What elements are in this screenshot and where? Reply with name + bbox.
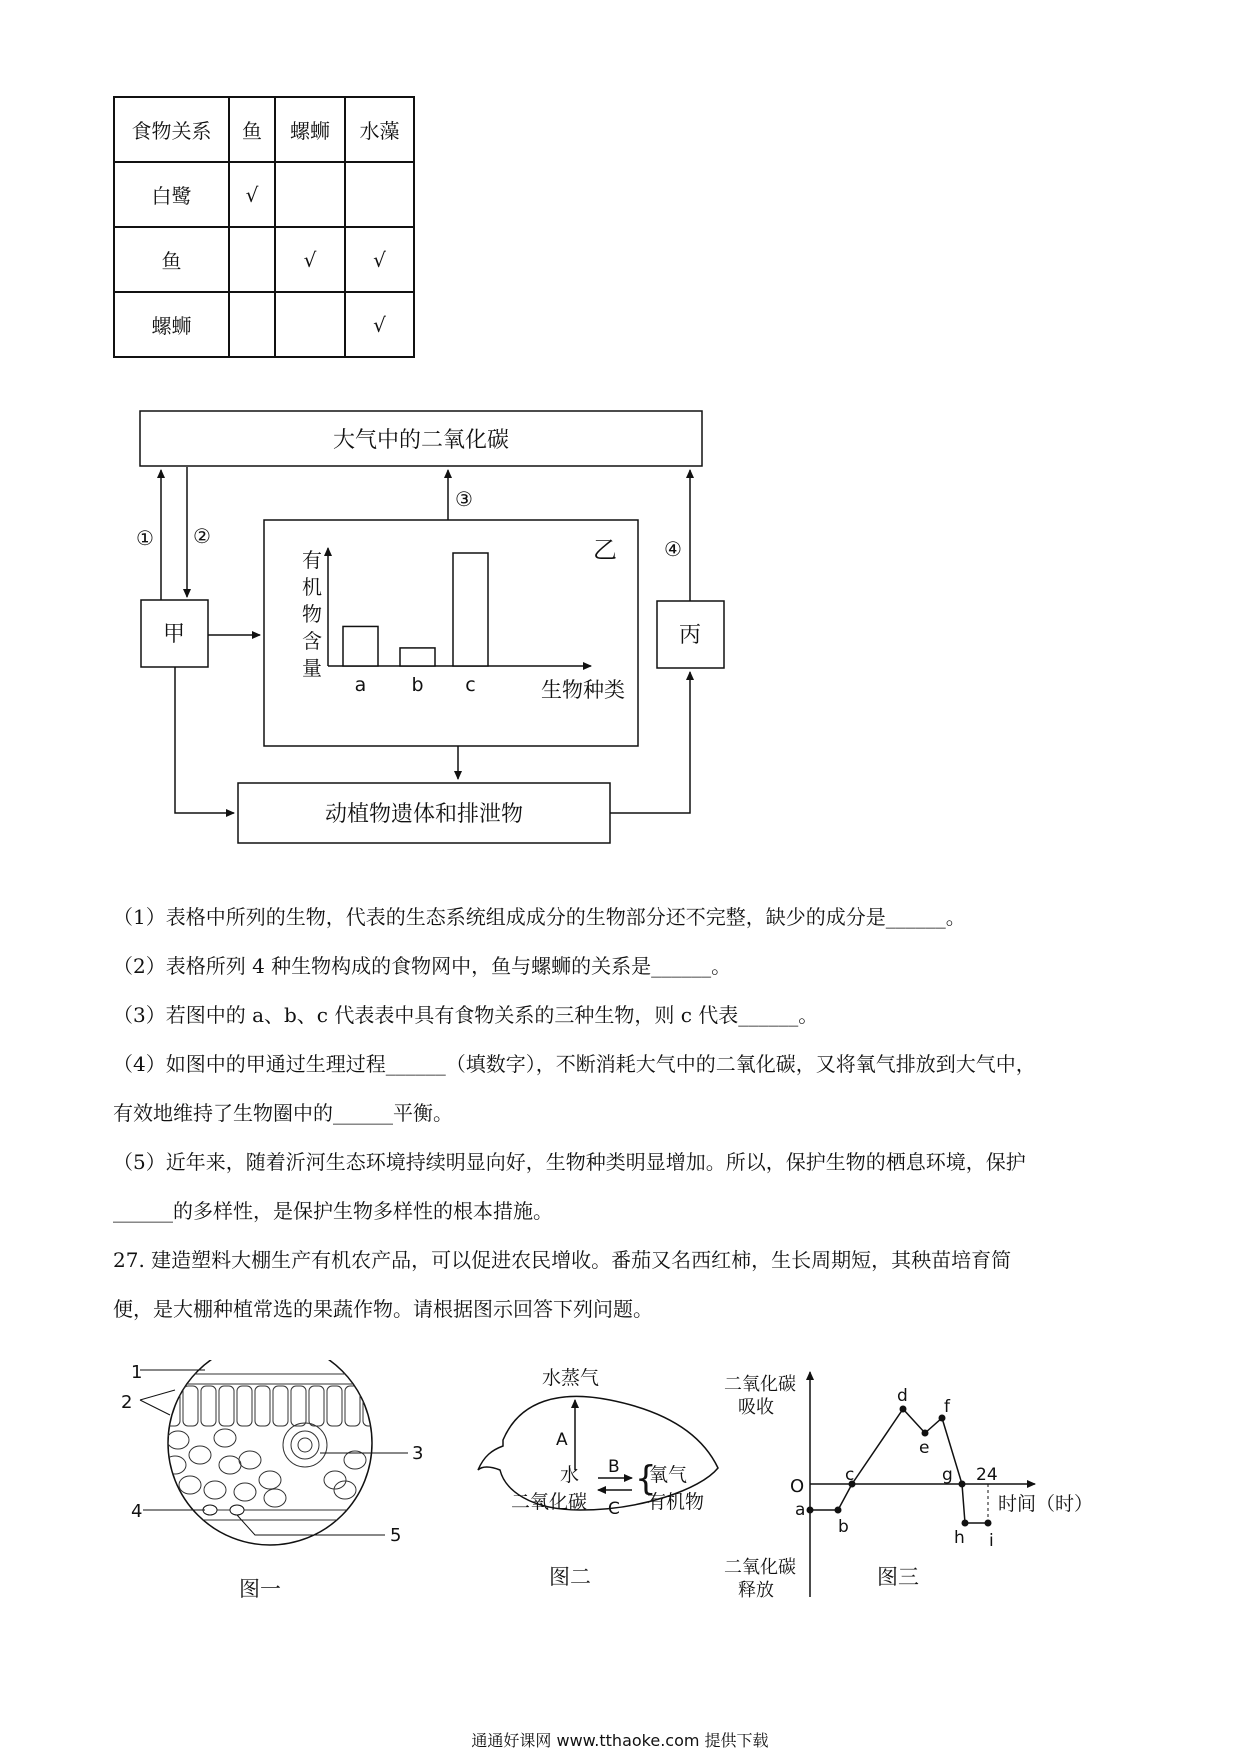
question-line: 有效地维持了生物圈中的______平衡。 bbox=[113, 1101, 453, 1125]
arrow-b-label: B bbox=[608, 1457, 620, 1477]
fig3-curve bbox=[810, 1409, 988, 1523]
fig3-point bbox=[962, 1520, 969, 1527]
table-cell: 白鹭 bbox=[114, 162, 229, 227]
fig3-point-label: h bbox=[954, 1528, 965, 1548]
fig1-label-5: 5 bbox=[390, 1525, 402, 1546]
fig2-caption: 图二 bbox=[549, 1565, 591, 1589]
table-cell: √ bbox=[345, 292, 414, 357]
bar-label-c: c bbox=[465, 674, 476, 696]
fig3-point bbox=[959, 1481, 966, 1488]
tomato-figures bbox=[0, 1360, 1240, 1620]
water-label: 水 bbox=[560, 1464, 580, 1486]
carbon-cycle-diagram bbox=[0, 0, 1240, 860]
question-line: （2）表格所列 4 种生物构成的食物网中，鱼与螺蛳的关系是______。 bbox=[113, 954, 732, 978]
fig3-point-label: g bbox=[942, 1465, 953, 1485]
atmosphere-label: 大气中的二氧化碳 bbox=[332, 428, 510, 453]
table-cell: √ bbox=[275, 227, 345, 292]
fig3-point-label: i bbox=[989, 1531, 994, 1551]
fig3-y-bottom-1: 二氧化碳 bbox=[724, 1557, 796, 1578]
arrow-a-label: A bbox=[556, 1430, 568, 1450]
question-line: （5）近年来，随着沂河生态环境持续明显向好，生物种类明显增加。所以，保护生物的栖息环境，保护 bbox=[113, 1150, 1026, 1174]
question-line: （1）表格中所列的生物，代表的生态系统组成成分的生物部分还不完整，缺少的成分是______。 bbox=[113, 905, 966, 929]
table-cell: √ bbox=[229, 162, 275, 227]
process-3-label: ③ bbox=[455, 487, 473, 511]
question-line: 27. 建造塑料大棚生产有机农产品，可以促进农民增收。番茄又名西红柿，生长周期短，其秧苗培育简 bbox=[113, 1248, 1012, 1272]
leaf-process-figure bbox=[478, 1367, 718, 1589]
question-line: （4）如图中的甲通过生理过程______（填数字），不断消耗大气中的二氧化碳，又将氧气排放到大气中， bbox=[113, 1052, 1036, 1076]
fig1-label-2: 2 bbox=[121, 1392, 133, 1413]
fig3-point-label: b bbox=[838, 1517, 849, 1537]
process-2-label: ② bbox=[193, 524, 211, 548]
co2-label: 二氧化碳 bbox=[511, 1491, 588, 1513]
fig3-point-label: a bbox=[795, 1500, 806, 1520]
fig3-y-bottom-2: 释放 bbox=[738, 1580, 774, 1601]
table-cell: 食物关系 bbox=[114, 97, 229, 162]
page-footer: 通通好课网 www.tthaoke.com 提供下载 bbox=[471, 1731, 769, 1750]
water-vapor-label: 水蒸气 bbox=[542, 1367, 600, 1389]
leaf-section-figure bbox=[121, 1360, 423, 1601]
table-cell: 螺蛳 bbox=[114, 292, 229, 357]
fig3-point bbox=[922, 1430, 929, 1437]
process-4-label: ④ bbox=[664, 537, 682, 561]
bar-x-axis-label: 生物种类 bbox=[541, 678, 625, 702]
remains-label: 动植物遗体和排泄物 bbox=[324, 802, 524, 827]
fig1-label-1: 1 bbox=[131, 1362, 143, 1383]
fig1-caption: 图一 bbox=[239, 1577, 281, 1601]
bar-label-a: a bbox=[354, 674, 367, 696]
fig3-point bbox=[900, 1406, 907, 1413]
arrow-jia-remains bbox=[175, 667, 234, 813]
jia-label: 甲 bbox=[162, 622, 186, 647]
table-cell: 鱼 bbox=[229, 97, 275, 162]
fig3-y-top-2: 吸收 bbox=[738, 1397, 774, 1418]
co2-curve-figure bbox=[724, 1372, 1093, 1601]
fig3-point bbox=[985, 1520, 992, 1527]
fig3-point bbox=[835, 1507, 842, 1514]
yi-label: 乙 bbox=[593, 536, 617, 564]
table-cell: 水藻 bbox=[345, 97, 414, 162]
arrow-c-label: C bbox=[608, 1499, 620, 1519]
fig1-label-3: 3 bbox=[412, 1443, 424, 1464]
oxygen-label: 氧气 bbox=[649, 1464, 688, 1486]
table-cell: √ bbox=[345, 227, 414, 292]
brace-symbol: { bbox=[635, 1459, 657, 1499]
bar-c bbox=[453, 553, 488, 666]
table-cell: 螺蛳 bbox=[275, 97, 345, 162]
fig3-tick-24: 24 bbox=[976, 1465, 998, 1485]
organic-label: 有机物 bbox=[647, 1491, 705, 1513]
question-line: ______的多样性，是保护生物多样性的根本措施。 bbox=[113, 1199, 553, 1223]
bar-b bbox=[400, 648, 435, 666]
bar-a bbox=[343, 626, 378, 666]
question-line: 便，是大棚种植常选的果蔬作物。请根据图示回答下列问题。 bbox=[113, 1297, 653, 1321]
fig3-point-label: c bbox=[845, 1465, 855, 1485]
fig3-x-label: 时间（时） bbox=[998, 1493, 1094, 1515]
fig3-point-label: e bbox=[919, 1438, 930, 1458]
fig3-origin: O bbox=[790, 1476, 805, 1497]
bar-y-axis-label: 有 机 物 含 量 bbox=[302, 548, 322, 680]
fig3-point-label: f bbox=[944, 1397, 950, 1417]
fig3-point bbox=[807, 1507, 814, 1514]
bar-series bbox=[343, 553, 488, 696]
fig3-caption: 图三 bbox=[877, 1565, 919, 1589]
question-line: （3）若图中的 a、b、c 代表表中具有食物关系的三种生物，则 c 代表______。 bbox=[113, 1003, 819, 1027]
bar-label-b: b bbox=[411, 674, 424, 696]
process-1-label: ① bbox=[136, 526, 154, 550]
fig1-label-4: 4 bbox=[131, 1501, 143, 1522]
fig3-point-label: d bbox=[897, 1386, 908, 1406]
fig3-y-top-1: 二氧化碳 bbox=[724, 1374, 796, 1395]
bing-label: 丙 bbox=[678, 623, 702, 648]
table-cell: 鱼 bbox=[114, 227, 229, 292]
